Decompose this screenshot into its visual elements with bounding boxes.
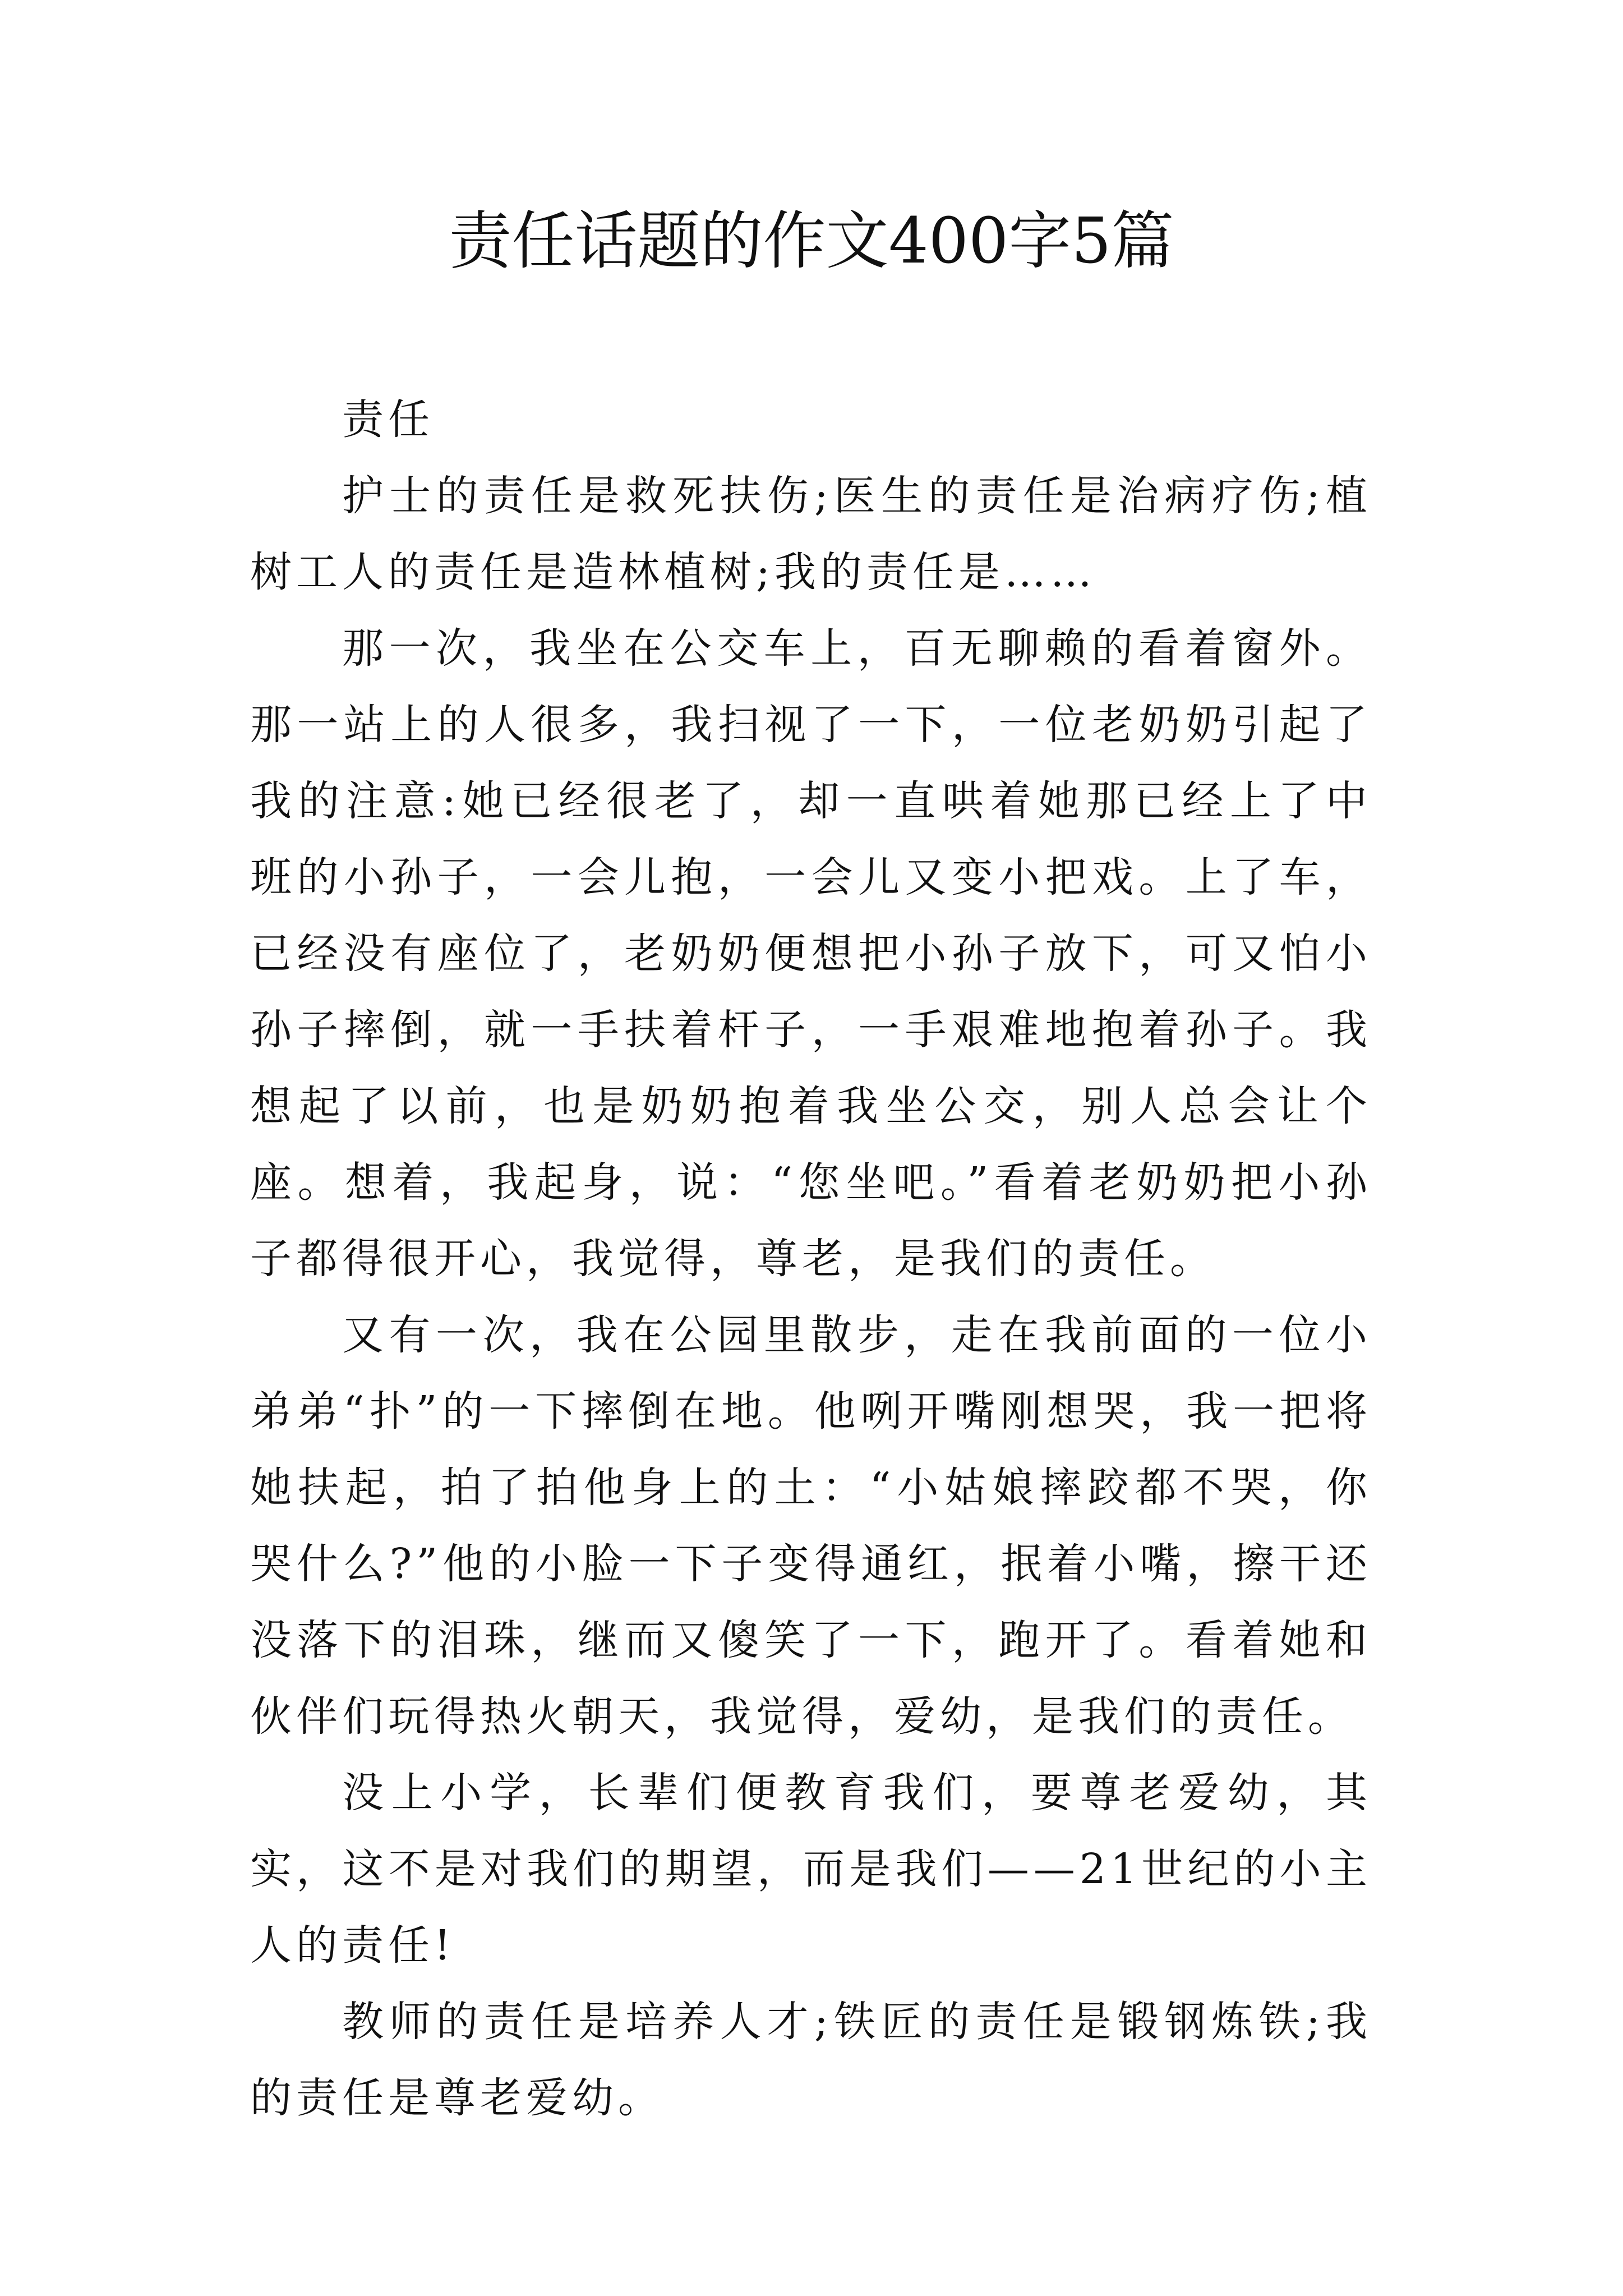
paragraph: 又有一次，我在公园里散步，走在我前面的一位小弟弟“扑”的一下摔倒在地。他咧开嘴刚想哭，我一把将她扶起，拍了拍他身上的土：“小姑娘摔跤都不哭，你哭什么?”他的小脸一下子变得通红，抿着小嘴，擦干还没落下的泪珠，继而又傻笑了一下，跑开了。看着她和伙伴们玩得热火朝天，我觉得，爱幼，是我们的责任。 <box>250 1311 1372 1741</box>
paragraph: 教师的责任是培养人才;铁匠的责任是锻钢炼铁;我的责任是尊老爱幼。 <box>250 1998 1372 2122</box>
document-title: 责任话题的作文400字5篇 <box>449 205 1174 278</box>
paragraph: 没上小学，长辈们便教育我们，要尊老爱幼，其实，这不是对我们的期望，而是我们——21世纪的小主人的责任! <box>250 1769 1372 1970</box>
paragraph-heading: 责任 <box>342 395 434 444</box>
document-body <box>250 381 1372 2136</box>
paragraph: 那一次，我坐在公交车上，百无聊赖的看着窗外。那一站上的人很多，我扫视了一下，一位老奶奶引起了我的注意:她已经很老了，却一直哄着她那已经上了中班的小孙子，一会儿抱，一会儿又变小把戏。上了车，已经没有座位了，老奶奶便想把小孙子放下，可又怕小孙子摔倒，就一手扶着杆子，一手艰难地抱着孙子。我想起了以前，也是奶奶抱着我坐公交，别人总会让个座。想着，我起身，说：“您坐吧。”看着老奶奶把小孙子都得很开心，我觉得，尊老，是我们的责任。 <box>250 624 1372 1283</box>
paragraph: 护士的责任是救死扶伤;医生的责任是治病疗伤;植树工人的责任是造林植树;我的责任是…… <box>250 472 1372 596</box>
